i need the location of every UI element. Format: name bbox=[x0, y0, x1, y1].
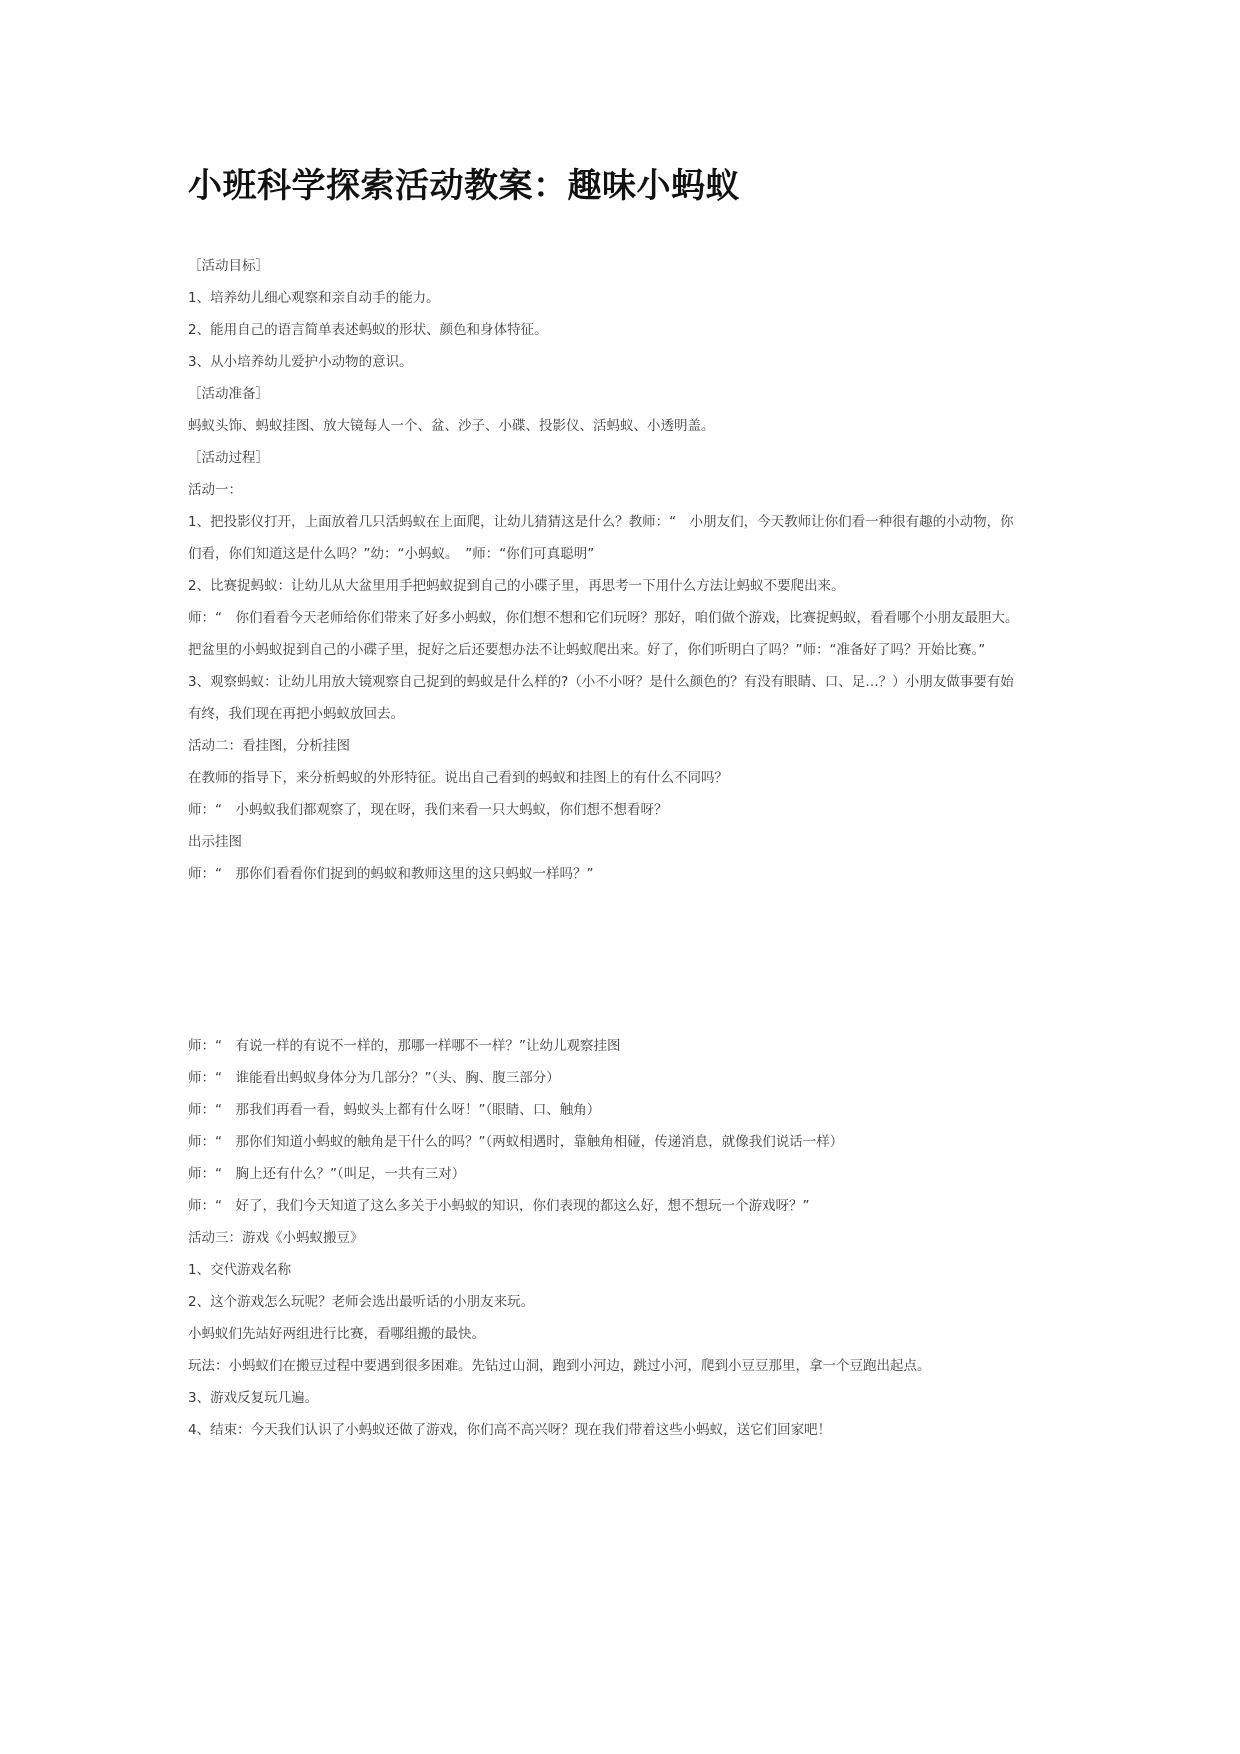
game-step: 4、结束：今天我们认识了小蚂蚁还做了游戏，你们高不高兴呀？现在我们带着这些小蚂蚁，送它们回家吧！ bbox=[188, 1422, 832, 1438]
paragraph-line: 小蚂蚁们先站好两组进行比赛，看哪组搬的最快。 bbox=[188, 1326, 485, 1342]
paragraph-line: 师：“ 你们看看今天老师给你们带来了好多小蚂蚁，你们想不想和它们玩呀？那好，咱们做个游戏，比赛捉蚂蚁，看看哪个小朋友最胆大。 bbox=[188, 610, 1019, 626]
paragraph-line: 出示挂图 bbox=[188, 834, 242, 850]
dialogue-line: 师：“ 胸上还有什么？”（叫足，一共有三对） bbox=[188, 1166, 466, 1182]
dialogue-line: 师：“ 小蚂蚁我们都观察了，现在呀，我们来看一只大蚂蚁，你们想不想看呀？ bbox=[188, 802, 668, 818]
heading-process: ［活动过程］ bbox=[188, 450, 269, 466]
paragraph-line: 们看，你们知道这是什么吗？”幼：“小蚂蚁。 ”师：“你们可真聪明” bbox=[188, 546, 595, 562]
paragraph-line: 1、把投影仪打开，上面放着几只活蚂蚁在上面爬，让幼儿猜猜这是什么？教师：“ 小朋友们，今天教师让你们看一种很有趣的小动物，你 bbox=[188, 514, 1014, 530]
document-title: 小班科学探索活动教案：趣味小蚂蚁 bbox=[188, 166, 740, 206]
activity-two-heading: 活动二：看挂图，分析挂图 bbox=[188, 738, 350, 754]
dialogue-line: 师：“ 那我们再看一看，蚂蚁头上都有什么呀！”（眼睛、口、触角） bbox=[188, 1102, 601, 1118]
heading-preparation: ［活动准备］ bbox=[188, 386, 269, 402]
game-step: 2、这个游戏怎么玩呢？老师会选出最听话的小朋友来玩。 bbox=[188, 1294, 535, 1310]
lesson-plan-section-2 bbox=[188, 1030, 1058, 1446]
paragraph-line: 把盆里的小蚂蚁捉到自己的小碟子里，捉好之后还要想办法不让蚂蚁爬出来。好了，你们听明白了吗？”师：“准备好了吗？开始比赛。” bbox=[188, 642, 986, 658]
paragraph-line: 有终，我们现在再把小蚂蚁放回去。 bbox=[188, 706, 404, 722]
dialogue-line: 师：“ 有说一样的有说不一样的，那哪一样哪不一样？”让幼儿观察挂图 bbox=[188, 1038, 621, 1054]
dialogue-line: 师：“ 那你们看看你们捉到的蚂蚁和教师这里的这只蚂蚁一样吗？” bbox=[188, 866, 594, 882]
game-rules: 玩法：小蚂蚁们在搬豆过程中要遇到很多困难。先钻过山洞，跑到小河边，跳过小河，爬到小豆豆那里，拿一个豆跑出起点。 bbox=[188, 1358, 931, 1374]
goal-item: 3、从小培养幼儿爱护小动物的意识。 bbox=[188, 354, 413, 370]
lesson-plan-section-1 bbox=[188, 250, 1058, 890]
goal-item: 1、培养幼儿细心观察和亲自动手的能力。 bbox=[188, 290, 440, 306]
game-step: 3、游戏反复玩几遍。 bbox=[188, 1390, 319, 1406]
activity-three-heading: 活动三：游戏《小蚂蚁搬豆》 bbox=[188, 1230, 364, 1246]
activity-one-heading: 活动一： bbox=[188, 482, 242, 498]
dialogue-line: 师：“ 那你们知道小蚂蚁的触角是干什么的吗？”（两蚁相遇时，靠触角相碰，传递消息，就像我们说话一样） bbox=[188, 1134, 844, 1150]
paragraph-line: 3、观察蚂蚁：让幼儿用放大镜观察自己捉到的蚂蚁是什么样的?（小不小呀？是什么颜色的？有没有眼睛、口、足…？）小朋友做事要有始 bbox=[188, 674, 1014, 690]
dialogue-line: 师：“ 好了，我们今天知道了这么多关于小蚂蚁的知识，你们表现的都这么好，想不想玩一个游戏呀？” bbox=[188, 1198, 810, 1214]
game-step: 1、交代游戏名称 bbox=[188, 1262, 292, 1278]
paragraph-line: 2、比赛捉蚂蚁：让幼儿从大盆里用手把蚂蚁捉到自己的小碟子里，再思考一下用什么方法让蚂蚁不要爬出来。 bbox=[188, 578, 845, 594]
dialogue-line: 师：“ 谁能看出蚂蚁身体分为几部分？”（头、胸、腹三部分） bbox=[188, 1070, 560, 1086]
preparation-list: 蚂蚁头饰、蚂蚁挂图、放大镜每人一个、盆、沙子、小碟、投影仪、活蚂蚁、小透明盖。 bbox=[188, 418, 715, 434]
heading-goals: ［活动目标］ bbox=[188, 258, 269, 274]
goal-item: 2、能用自己的语言简单表述蚂蚁的形状、颜色和身体特征。 bbox=[188, 322, 548, 338]
paragraph-line: 在教师的指导下，来分析蚂蚁的外形特征。说出自己看到的蚂蚁和挂图上的有什么不同吗？ bbox=[188, 770, 728, 786]
